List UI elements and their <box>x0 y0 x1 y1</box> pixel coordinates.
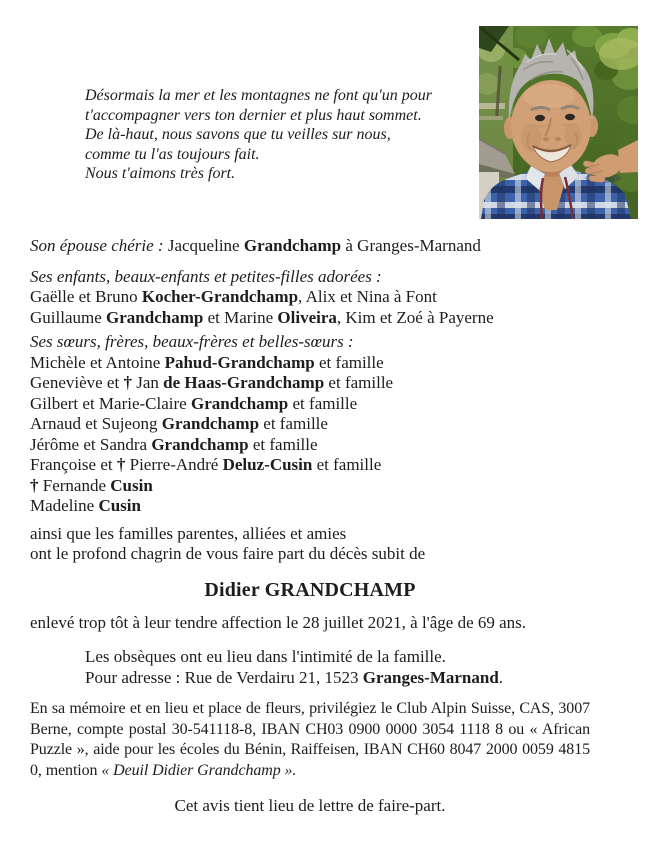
announcement-body <box>30 236 590 817</box>
text-line: † Fernande Cusin <box>30 475 153 495</box>
text-line: Madeline Cusin <box>30 496 141 515</box>
text-line: enlevé trop tôt à leur tendre affection le 28 juillet 2021, à l'âge de 69 ans. <box>30 612 527 632</box>
text-line: Pour adresse : Rue de Verdairu 21, 1523 Granges-Marnand. <box>85 667 504 687</box>
text-line: En sa mémoire et en lieu et place de fleurs, privilégiez le Club Alpin Suisse, CAS, 3007 <box>30 700 590 717</box>
text-line: Nous t'aimons très fort. <box>85 165 236 183</box>
text-line: Désormais la mer et les montagnes ne font qu'un pour <box>85 87 432 104</box>
spouse-line <box>30 236 590 257</box>
text-line: Puzzle », aide pour les écoles du Bénin, Raiffeisen, IBAN CH60 8047 2000 0059 4815 <box>30 741 590 758</box>
text-line: Arnaud et Sujeong Grandchamp et famille <box>30 414 328 433</box>
funeral-info <box>30 647 590 688</box>
text-line: Berne, compte postal 30-541118-8, IBAN CH03 0900 0000 3054 1118 8 ou « African <box>30 720 590 738</box>
deceased-name: Didier GRANDCHAMP <box>204 578 416 601</box>
text-line: Jérôme et Sandra Grandchamp et famille <box>30 434 318 454</box>
closing-note <box>30 796 590 817</box>
text-line: Françoise et † Pierre-André Deluz-Cusin et famille <box>30 455 382 474</box>
children-section <box>30 267 590 329</box>
text-line: Les obsèques ont eu lieu dans l'intimité de la famille. <box>85 647 446 666</box>
text-line: Ses enfants, beaux-enfants et petites-filles adorées : <box>30 266 382 286</box>
text-line: Son épouse chérie : Jacqueline Grandchamp à Granges-Marnand <box>30 236 481 255</box>
text-line: Gaëlle et Bruno Kocher-Grandchamp, Alix et Nina à Font <box>30 287 437 306</box>
text-line: ont le profond chagrin de vous faire part du décès subit de <box>30 544 426 563</box>
poem <box>85 86 485 184</box>
text-line: De là-haut, nous savons que tu veilles sur nous, <box>85 126 391 144</box>
family-closing <box>30 524 590 565</box>
text-line: ainsi que les familles parentes, alliées et amies <box>30 523 347 543</box>
text-line: Geneviève et † Jan de Haas-Grandchamp et famille <box>30 373 394 392</box>
death-date-line <box>30 613 590 634</box>
text-line: Gilbert et Marie-Claire Grandchamp et famille <box>30 393 358 413</box>
text-line: t'accompagner vers ton dernier et plus haut sommet. <box>85 106 422 124</box>
memorial-photo <box>479 26 638 219</box>
memorial-donations <box>30 699 590 781</box>
text-line: 0, mention « Deuil Didier Grandchamp ». <box>30 761 297 779</box>
text-line: Ses sœurs, frères, beaux-frères et belles-sœurs : <box>30 332 354 351</box>
portrait-photo-illustration <box>479 26 638 219</box>
siblings-section <box>30 332 590 517</box>
closing-note-text: Cet avis tient lieu de lettre de faire-part. <box>174 796 446 815</box>
text-line: Michèle et Antoine Pahud-Grandchamp et famille <box>30 352 384 372</box>
text-line: Guillaume Grandchamp et Marine Oliveira, Kim et Zoé à Payerne <box>30 307 494 327</box>
text-line: comme tu l'as toujours fait. <box>85 145 260 163</box>
